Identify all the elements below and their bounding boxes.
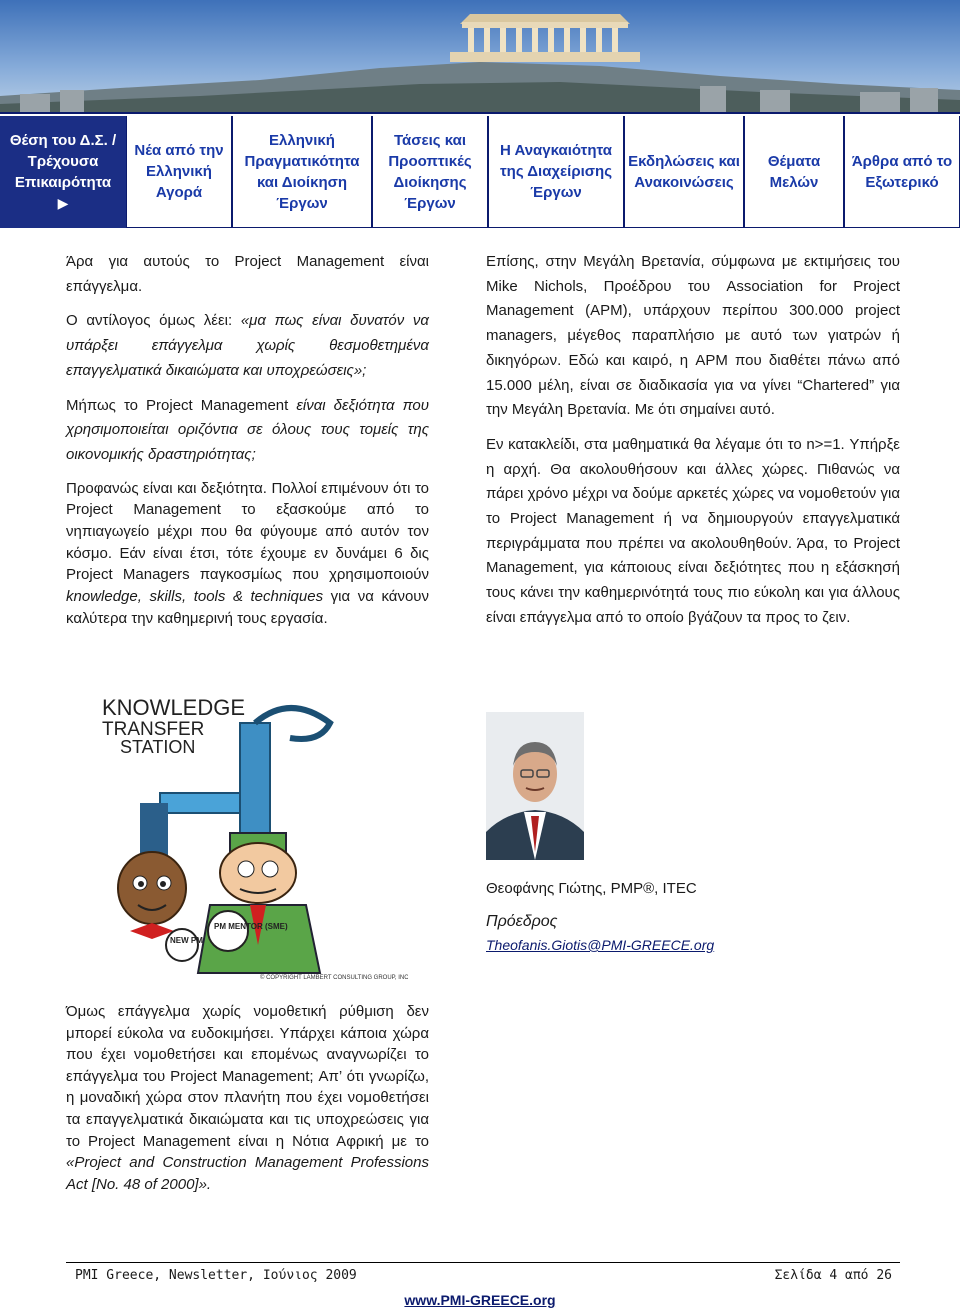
paragraph bbox=[66, 309, 429, 383]
nav-item-greek-reality[interactable] bbox=[232, 116, 372, 228]
text-run-italic: «μα πως είναι δυνατόν να υπάρξει επάγγελμα χωρίς θεσμοθετημένα επαγγελματικά δικαιώματα και υποχρεώσεις»; bbox=[66, 312, 429, 379]
nav-item-greek-market-news[interactable] bbox=[126, 116, 232, 228]
paragraph bbox=[66, 478, 429, 630]
header-banner-image bbox=[0, 0, 960, 112]
nav-item-label: Θέματα Μελών bbox=[767, 152, 821, 191]
nav-item-label: Η Αναγκαιότητα της Διαχείρισης Έργων bbox=[499, 142, 613, 201]
nav-item-label: Ελληνική Πραγματικότητα και Διοίκηση Έργων bbox=[244, 131, 360, 212]
footer-website-link[interactable]: www.PMI-GREECE.org bbox=[404, 1292, 556, 1308]
paragraph: Άρα για αυτούς το Project Management είναι επάγγελμα. bbox=[66, 253, 429, 295]
paragraph: Επίσης, στην Μεγάλη Βρετανία, σύμφωνα με εκτιμήσεις του Mike Nichols, Προέδρου του Association for Project Management (APM), υπάρχουν περίπου 300.000 project managers, μέγεθος παραπλήσιο με αυτό των γιατρών ή δικηγόρων. Εδώ και καιρό, η APM που διαθέτει πάνω από 15.000 μέλη, είναι σε διαδικασία για να γίνει “Chartered” για την Μεγάλη Βρετανία. Με ότι σημαίνει αυτό. bbox=[486, 253, 900, 419]
footer-page-number: Σελίδα 4 από 26 bbox=[774, 1268, 892, 1283]
nav-item-label: Άρθρα από το Εξωτερικό bbox=[851, 152, 953, 191]
author-name: Θεοφάνης Γιώτης, PMP®, ITEC bbox=[486, 880, 697, 897]
text-run: Όμως επάγγελμα χωρίς νομοθετική ρύθμιση δεν μπορεί εύκολα να ευδοκιμήσει. Υπάρχει κάποια χώρα που έχει νομοθετήσει και επομένως αναγνωρίζει το επάγγελμα του Project Management; Απ’ ότι γνωρίζω, η μοναδική χώρα στον πλανήτη που έχει νομοθετήσει τα επαγγελματικά δικαιώματα και τις υποχρεώσεις για το Project Management είναι η Νότια Αφρική με το bbox=[66, 1003, 429, 1150]
text-run: Προφανώς είναι και δεξιότητα. Πολλοί επιμένουν ότι το Project Management το εξασκούμε από το νηπιαγωγείο μέχρι που θα φύγουμε από αυτόν τον κόσμο. Εάν είναι έτσι, τότε έχουμε εν δυνάμει 6 δις Project Managers παγκοσμίως που χρησιμοποιούν bbox=[66, 479, 429, 584]
illustration-copyright: © COPYRIGHT LAMBERT CONSULTING GROUP, INC. bbox=[260, 975, 408, 981]
left-bottom-column bbox=[66, 1001, 429, 1195]
water-stream bbox=[140, 803, 168, 858]
text-run-italic: είναι δεξιότητα που χρησιμοποιείται οριζόντια σε όλους τους τομείς της οικονομικής δραστηριότητας; bbox=[66, 396, 429, 463]
pump-spout bbox=[160, 793, 240, 813]
nav-item-foreign-articles[interactable] bbox=[844, 116, 960, 228]
nav-item-label: Τάσεις και Προοπτικές Διοίκησης Έργων bbox=[388, 131, 472, 212]
author-role: Πρόεδρος bbox=[486, 913, 558, 930]
right-column bbox=[486, 250, 900, 631]
nav-item-label: Θέση του Δ.Σ. / Τρέχουσα Επικαιρότητα bbox=[9, 131, 117, 191]
nav-item-board-position[interactable] bbox=[0, 116, 126, 228]
author-portrait bbox=[486, 712, 584, 860]
nav-item-necessity[interactable] bbox=[488, 116, 624, 228]
paragraph bbox=[66, 394, 429, 468]
text-run-italic: «Project and Construction Management Professions Act [No. 48 of 2000]». bbox=[66, 1154, 429, 1193]
new-pm-badge: NEW PM bbox=[170, 936, 203, 945]
knowledge-transfer-illustration bbox=[90, 683, 408, 983]
footer-divider bbox=[66, 1262, 900, 1263]
text-run: Ο αντίλογος όμως λέει: bbox=[66, 312, 241, 330]
text-run: για να κάνουν καλύτερα την καθημερινή τους εργασία. bbox=[66, 588, 429, 627]
section-navigation bbox=[0, 112, 960, 230]
left-column bbox=[66, 250, 429, 630]
nav-item-member-topics[interactable] bbox=[744, 116, 844, 228]
text-run-italic: knowledge, skills, tools & techniques bbox=[66, 588, 324, 606]
text-run: Μήπως το Project Management bbox=[66, 396, 297, 414]
acropolis-illustration bbox=[0, 0, 960, 112]
nav-item-events[interactable] bbox=[624, 116, 744, 228]
nav-item-trends[interactable] bbox=[372, 116, 488, 228]
paragraph bbox=[66, 1001, 429, 1195]
author-email-link[interactable]: Theofanis.Giotis@PMI-GREECE.org bbox=[486, 937, 715, 953]
footer-newsletter-label: PMI Greece, Newsletter, Ιούνιος 2009 bbox=[75, 1268, 357, 1283]
mentor-badge: PM MENTOR (SME) bbox=[214, 922, 288, 931]
paragraph: Εν κατακλείδι, στα μαθηματικά θα λέγαμε ότι το n>=1. Υπήρξε η αρχή. Θα ακολουθήσουν και άλλες χώρες. Πιθανώς να πάρει χρόνο μέχρι να δούμε αρκετές χώρες να νομοθετούν για το Project Management ή να δημιουργούν επαγγελματικά περιγράμματα που πρέπει να ακολουθηθούν. Άρα, το Project Management, για κάποιους είναι δεξιότητες που η εξάσκησή τους κάνει την καθημερινότητά τους πιο εύκολη και για άλλους είναι επάγγελμα από το οποίο βγάζουν τα προς το ζειν. bbox=[486, 435, 900, 626]
nav-item-label: Εκδηλώσεις και Ανακοινώσεις bbox=[628, 152, 740, 191]
illustration-title-line1: KNOWLEDGE bbox=[102, 695, 246, 720]
arrow-right-icon: ▶ bbox=[57, 194, 69, 211]
illustration-title-line3: STATION bbox=[120, 737, 196, 757]
nav-item-label: Νέα από την Ελληνική Αγορά bbox=[134, 142, 224, 201]
illustration-title-line2: TRANSFER bbox=[102, 719, 205, 740]
new-pm-head bbox=[118, 852, 186, 924]
